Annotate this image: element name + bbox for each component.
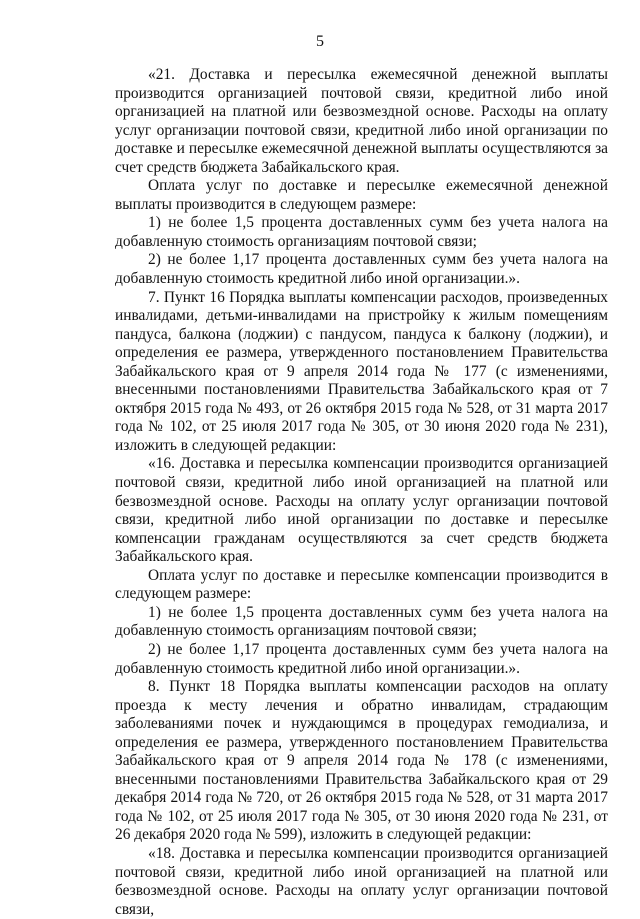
paragraph-rate-credit-2: 2) не более 1,17 процента доставленных сумм без учета налога на добавленную стоимость кредитной либо иной организации.». — [115, 640, 608, 677]
paragraph-amendment-8: 8. Пункт 18 Порядка выплаты компенсации расходов на оплату проезда к месту лечения и обратно инвалидам, страдающим заболеваниями почек и нуждающимся в процедурах гемодиализа, и определения ее размера, утвержденного постановлением Правительства Забайкальского края от 9 апреля 2014 года № 178 (с изменениями, внесенными постановлениями Правительства Забайкальского края от 29 декабря 2014 года № 720, от 26 октября 2015 года № 528, от 31 марта 2017 года № 102, от 25 июля 2017 года № 305, от 30 июня 2020 года № 231, от 26 декабря 2020 года № 599), изложить в следующей редакции: — [115, 678, 608, 844]
page-number: 5 — [316, 33, 324, 50]
document-body — [115, 66, 608, 919]
paragraph-rate-credit: 2) не более 1,17 процента доставленных сумм без учета налога на добавленную стоимость кредитной либо иной организации.». — [115, 251, 608, 288]
paragraph-item-21-clause: «21. Доставка и пересылка ежемесячной денежной выплаты производится организацией почтовой связи, кредитной либо иной организацией на платной или безвозмездной основе. Расходы на оплату услуг организации почтовой связи, кредитной либо иной организации по доставке и пересылке ежемесячной денежной выплаты осуществляются за счет средств бюджета Забайкальского края. — [115, 66, 608, 176]
paragraph-amendment-7: 7. Пункт 16 Порядка выплаты компенсации расходов, произведенных инвалидами, детьми-инвалидами на пристройку к жилым помещениям пандуса, балкона (лоджии) с пандусом, пандуса к балкону (лоджии), и определения ее размера, утвержденного постановлением Правительства Забайкальского края от 9 апреля 2014 года № 177 (с изменениями, внесенными постановлениями Правительства Забайкальского края от 7 октября 2015 года № 493, от 26 октября 2015 года № 528, от 31 марта 2017 года № 102, от 25 июля 2017 года № 305, от 30 июня 2020 года № 231), изложить в следующей редакции: — [115, 288, 608, 454]
paragraph-rate-postal-2: 1) не более 1,5 процента доставленных сумм без учета налога на добавленную стоимость организациям почтовой связи; — [115, 603, 608, 640]
paragraph-rate-postal: 1) не более 1,5 процента доставленных сумм без учета налога на добавленную стоимость организациям почтовой связи; — [115, 214, 608, 250]
paragraph-item-16-clause: «16. Доставка и пересылка компенсации производится организацией почтовой связи, кредитной либо иной организацией на платной или безвозмездной основе. Расходы на оплату услуг организации почтовой связи, кредитной либо иной организации по доставке и пересылке компенсации гражданам осуществляются за счет средств бюджета Забайкальского края. — [115, 455, 608, 566]
paragraph-payment-terms-2: Оплата услуг по доставке и пересылке компенсации производится в следующем размере: — [115, 566, 608, 603]
paragraph-payment-terms: Оплата услуг по доставке и пересылке ежемесячной денежной выплаты производится в следующем размере: — [115, 177, 608, 213]
paragraph-item-18-clause: «18. Доставка и пересылка компенсации производится организацией почтовой связи, кредитной либо иной организацией на платной или безвозмездной основе. Расходы на оплату услуг организации почтовой связи, — [115, 844, 608, 918]
